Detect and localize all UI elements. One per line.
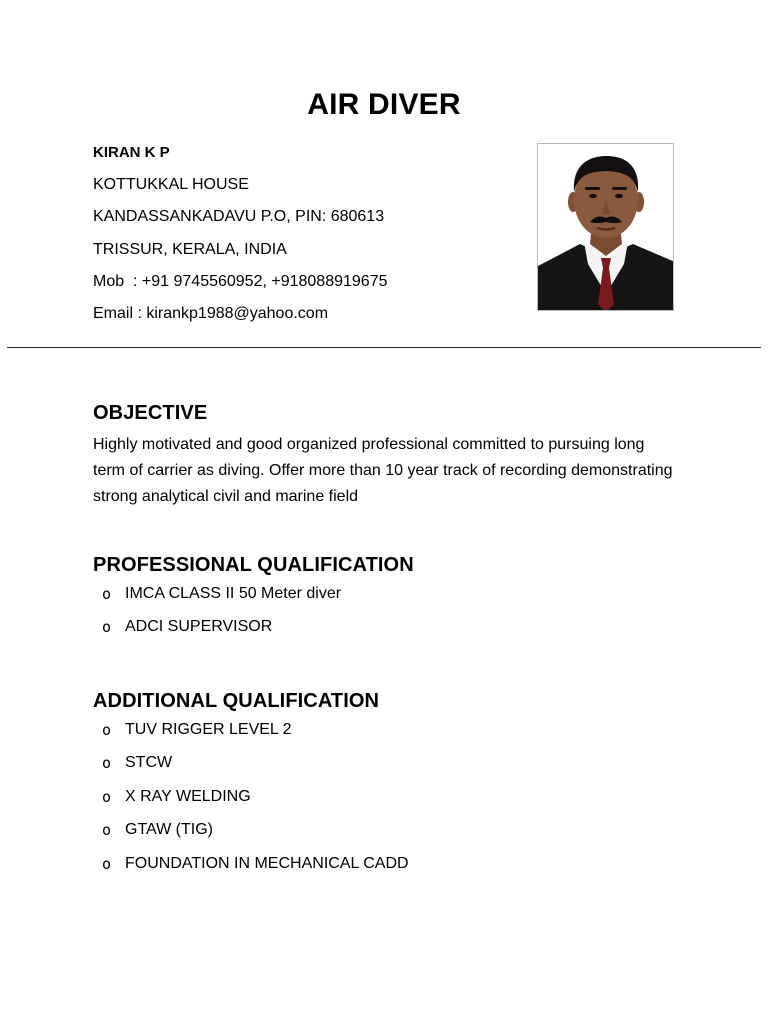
- page-title: AIR DIVER: [307, 88, 461, 121]
- address-line-1: KOTTUKKAL HOUSE: [93, 176, 249, 194]
- bullet-icon: o: [102, 754, 112, 773]
- objective-text: Highly motivated and good organized professional committed to pursuing long term of carrier as diving. Offer more than 10 year track of recording demonstrating strong analytical civil and marine field: [93, 436, 673, 505]
- objective-heading: OBJECTIVE: [93, 402, 208, 424]
- professional-qualification-heading: PROFESSIONAL QUALIFICATION: [93, 554, 414, 576]
- email-address: Email : kirankp1988@yahoo.com: [93, 304, 329, 322]
- address-line-2: KANDASSANKADAVU P.O, PIN: 680613: [93, 208, 385, 226]
- list-item: o FOUNDATION IN MECHANICAL CADD: [102, 854, 409, 873]
- bullet-icon: o: [102, 854, 112, 873]
- contact-block: [93, 140, 388, 333]
- candidate-name: KIRAN K P: [93, 144, 170, 161]
- list-item: o TUV RIGGER LEVEL 2: [102, 721, 292, 739]
- bullet-icon: o: [102, 787, 112, 806]
- list-item: o GTAW (TIG): [102, 821, 213, 840]
- list-item: o ADCI SUPERVISOR: [102, 618, 273, 637]
- professional-qualification-section: [93, 552, 693, 650]
- list-item: o STCW: [102, 754, 173, 773]
- bullet-icon: o: [102, 821, 112, 840]
- additional-qualification-section: [93, 688, 693, 886]
- mobile-numbers: Mob : +91 9745560952, +918088919675: [93, 272, 388, 290]
- portrait-illustration: [538, 144, 674, 311]
- additional-qualification-heading: ADDITIONAL QUALIFICATION: [93, 690, 380, 712]
- bullet-icon: o: [102, 585, 112, 603]
- bullet-icon: o: [102, 618, 112, 637]
- bullet-icon: o: [102, 721, 112, 739]
- profile-photo: [537, 143, 674, 311]
- address-line-3: TRISSUR, KERALA, INDIA: [93, 240, 287, 258]
- additional-qualification-list: [93, 719, 693, 886]
- objective-section: [93, 400, 693, 510]
- professional-qualification-list: [93, 583, 693, 650]
- list-item: o IMCA CLASS II 50 Meter diver: [102, 585, 342, 603]
- list-item: o X RAY WELDING: [102, 787, 251, 806]
- header-divider: [7, 347, 761, 348]
